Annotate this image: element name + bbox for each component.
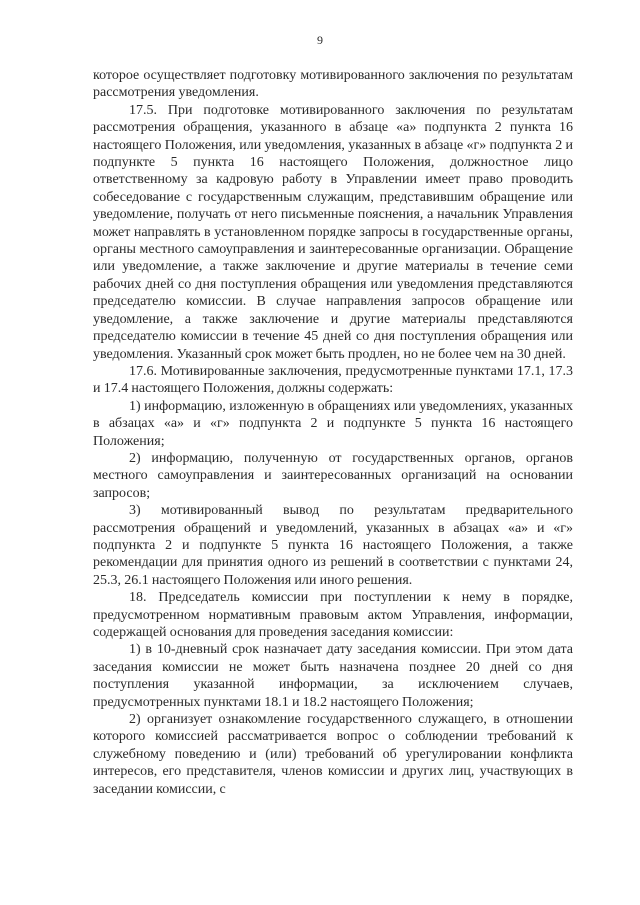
- paragraph-18-item-2: 2) организует ознакомление государственного служащего, в отношении которого комиссией рассматривается вопрос о соблюдении требований к служебному поведению и (или) требований об урегулировании конфликта интересов, его представителя, членов комиссии и других лиц, участвующих в заседании комиссии, с: [93, 712, 573, 797]
- paragraph-continuation: которое осуществляет подготовку мотивированного заключения по результатам рассмотрения уведомления.: [93, 68, 573, 101]
- paragraph-17-6-item-3: 3) мотивированный вывод по результатам предварительного рассмотрения обращений и уведомлений, указанных в абзацах «а» и «г» подпункта 2 и подпункте 5 пункта 16 настоящего Положения, а также рекомендации для принятия одного из решений в соответствии с пунктами 24, 25.3, 26.1 настоящего Положения или иного решения.: [93, 503, 573, 588]
- paragraph-17-5: 17.5. При подготовке мотивированного заключения по результатам рассмотрения обращения, указанного в абзаце «а» подпункта 2 пункта 16 настоящего Положения, или уведомления, указанных в абзаце «г» подпункта 2 и подпункте 5 пункта 16 настоящего Положения, должностное лицо ответственному за кадровую работу в Управлении имеет право проводить собеседование с государственным служащим, представившим обращение или уведомление, получать от него письменные пояснения, а начальник Управления может направлять в установленном порядке запросы в государственные органы, органы местного самоуправления и заинтересованные организации. Обращение или уведомление, а также заключение и другие материалы в течение семи рабочих дней со дня поступления обращения или уведомления представляются председателю комиссии. В случае направления запросов обращение или уведомление, а также заключение и другие материалы представляются председателю комиссии в течение 45 дней со дня поступления обращения или уведомления. Указанный срок может быть продлен, но не более чем на 30 дней.: [93, 102, 573, 362]
- paragraph-18-item-1: 1) в 10-дневный срок назначает дату заседания комиссии. При этом дата заседания комиссии не может быть назначена позднее 20 дней со дня поступления указанной информации, за исключением случаев, предусмотренных пунктами 18.1 и 18.2 настоящего Положения;: [93, 642, 573, 710]
- page-number: 9: [317, 33, 323, 47]
- document-body: [93, 67, 573, 798]
- paragraph-17-6-item-2: 2) информацию, полученную от государственных органов, органов местного самоуправления и заинтересованных организаций на основании запросов;: [93, 450, 573, 501]
- paragraph-17-6-item-1: 1) информацию, изложенную в обращениях или уведомлениях, указанных в абзацах «а» и «г» подпункта 2 и подпункте 5 пункта 16 настоящего Положения;: [93, 398, 573, 449]
- paragraph-18: 18. Председатель комиссии при поступлении к нему в порядке, предусмотренном нормативным правовым актом Управления, информации, содержащей основания для проведения заседания комиссии:: [93, 590, 573, 640]
- paragraph-17-6: 17.6. Мотивированные заключения, предусмотренные пунктами 17.1, 17.3 и 17.4 настоящего Положения, должны содержать:: [93, 363, 573, 397]
